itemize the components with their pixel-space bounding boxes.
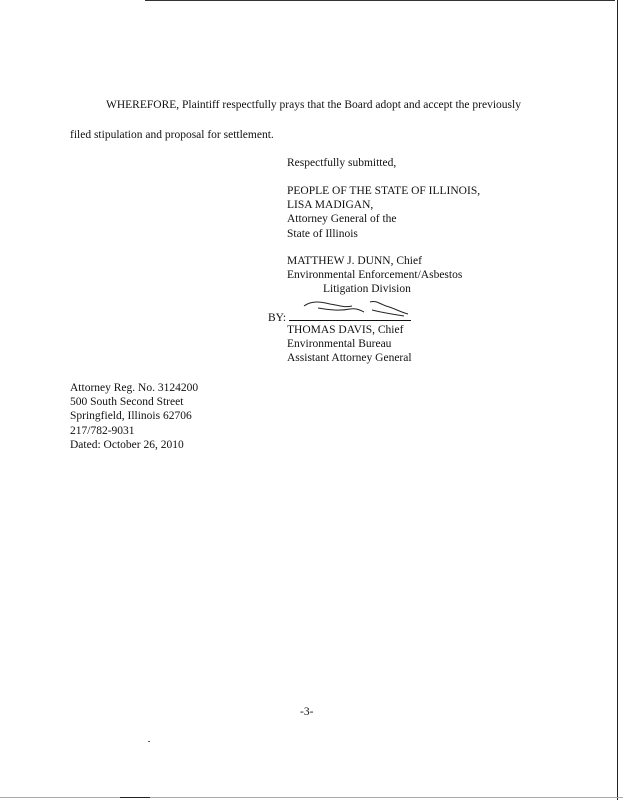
attorney-reg-no: Attorney Reg. No. 3124200 (70, 382, 199, 394)
signatory-line-2: Environmental Bureau (287, 338, 392, 351)
chief-line-3: Litigation Division (323, 283, 411, 296)
phone-number: 217/782-9031 (70, 424, 135, 437)
contact-block (70, 381, 198, 452)
page-edge-bottom-mark (120, 797, 150, 798)
page-edge-bottom (0, 797, 623, 798)
signatory-line-1: THOMAS DAVIS, Chief (287, 324, 404, 336)
closing: Respectfully submitted, (287, 157, 397, 169)
dated-line: Dated: October 26, 2010 (70, 438, 184, 451)
city-state-zip: Springfield, Illinois 62706 (70, 410, 192, 423)
party-line-2: LISA MADIGAN, (287, 199, 374, 212)
by-label: BY: (268, 312, 287, 324)
party-block (287, 184, 480, 241)
chief-line-1: MATTHEW J. DUNN, Chief (287, 255, 422, 267)
party-line-3: Attorney General of the (287, 213, 397, 226)
scan-speck (148, 741, 150, 742)
page-edge-top (145, 0, 615, 1)
chief-line-2: Environmental Enforcement/Asbestos (287, 269, 463, 282)
street-address: 500 South Second Street (70, 396, 184, 409)
body-paragraph-line-1: WHEREFORE, Plaintiff respectfully prays that the Board adopt and accept the previously (106, 99, 521, 111)
signatory-line-3: Assistant Attorney General (287, 352, 412, 365)
chief-block (287, 254, 462, 297)
handwritten-signature (300, 296, 415, 322)
party-line-4: State of Illinois (287, 227, 358, 240)
page-number: -3- (300, 706, 314, 718)
body-paragraph-line-2: filed stipulation and proposal for settlement. (70, 129, 274, 141)
signatory-block (287, 323, 412, 366)
party-line-1: PEOPLE OF THE STATE OF ILLINOIS, (287, 185, 481, 197)
page-edge-right (617, 0, 618, 800)
